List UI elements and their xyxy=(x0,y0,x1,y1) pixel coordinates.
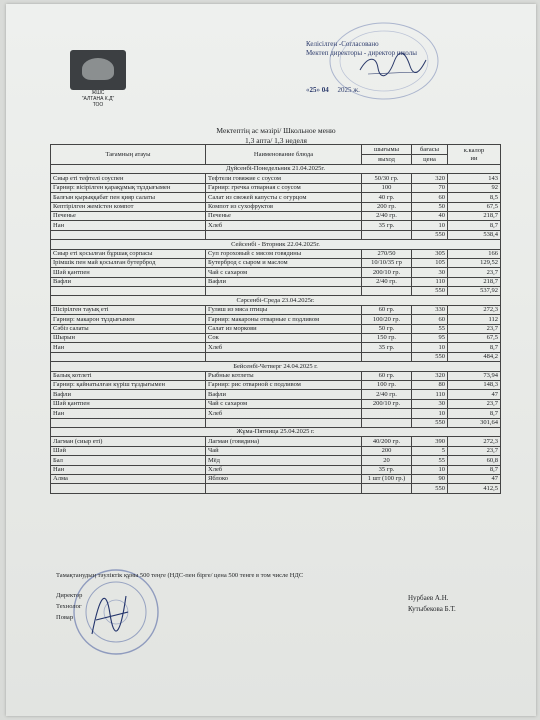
dish-name-ru: Гарнир: рис отварной с подливом xyxy=(206,380,362,389)
dish-name-kz: Нан xyxy=(51,221,206,230)
day-total-row xyxy=(51,230,501,239)
dish-name-kz: Гарнир: вісірілген қарақұмық тұздығымен xyxy=(51,183,206,192)
menu-item-row xyxy=(51,380,501,389)
day-total-price: 550 xyxy=(412,418,448,427)
menu-body xyxy=(51,165,501,494)
dish-name-ru: Гарнир: гречка отварная с соусом xyxy=(206,183,362,192)
day-header-row xyxy=(51,427,501,436)
title-line2: 1,3 апта/ 1,3 неделя xyxy=(245,136,307,145)
role-director: Директор xyxy=(56,592,83,599)
dish-name-ru: Салат из свежей капусты с огурцом xyxy=(206,193,362,202)
dish-name-kz: Балғын қырыққабат пен қияр салаты xyxy=(51,193,206,202)
director-signature xyxy=(358,52,428,80)
dish-output: 40/200 гр. xyxy=(362,437,412,446)
dish-output: 200 гр. xyxy=(362,202,412,211)
dish-kcal: 23,7 xyxy=(448,324,501,333)
dish-name-kz: Шәй қантпен xyxy=(51,268,206,277)
dish-kcal: 67,5 xyxy=(448,202,501,211)
day-title: Сейсенбі - Вторник 22.04.2025г. xyxy=(51,240,501,249)
total-empty-cell xyxy=(362,287,412,296)
menu-item-row xyxy=(51,390,501,399)
dish-kcal: 166 xyxy=(448,249,501,258)
dish-name-ru: Хлеб xyxy=(206,409,362,418)
day-header-row xyxy=(51,362,501,371)
dish-output: 150 гр. xyxy=(362,334,412,343)
menu-item-row xyxy=(51,221,501,230)
dish-kcal: 60,8 xyxy=(448,456,501,465)
dish-output: 50/30 гр. xyxy=(362,174,412,183)
total-empty-cell xyxy=(206,287,362,296)
header-price-kz: бағасы xyxy=(412,145,448,155)
dish-kcal: 67,5 xyxy=(448,334,501,343)
dish-price: 60 xyxy=(412,193,448,202)
header-kcal xyxy=(448,145,501,165)
dish-output: 1 шт (100 гр.) xyxy=(362,474,412,483)
day-total-price: 550 xyxy=(412,287,448,296)
dish-price: 80 xyxy=(412,380,448,389)
day-total-price: 550 xyxy=(412,352,448,361)
dish-name-kz: Кептірілген жемістен компот xyxy=(51,202,206,211)
dish-name-kz: Ірімшік пен май қосылған бутерброд xyxy=(51,258,206,267)
dish-kcal: 148,3 xyxy=(448,380,501,389)
day-total-kcal: 484,2 xyxy=(448,352,501,361)
dish-name-ru: Мёд xyxy=(206,456,362,465)
total-empty-cell xyxy=(362,484,412,493)
header-price-ru: цена xyxy=(412,155,448,165)
dish-price: 105 xyxy=(412,258,448,267)
day-total-kcal: 301,64 xyxy=(448,418,501,427)
menu-item-row xyxy=(51,371,501,380)
dish-kcal: 23,7 xyxy=(448,399,501,408)
header-kcal-line2: ии xyxy=(470,154,478,162)
day-total-kcal: 538,4 xyxy=(448,230,501,239)
name-technologist: Кутыбекова Б.Т. xyxy=(408,605,456,613)
logo-line1: ЖШС xyxy=(91,90,105,96)
total-empty-cell xyxy=(362,230,412,239)
total-empty-cell xyxy=(206,352,362,361)
dish-name-kz: Вафли xyxy=(51,390,206,399)
dish-output: 60 гр. xyxy=(362,371,412,380)
role-technologist: Технолог xyxy=(56,603,82,610)
dish-name-ru: Салат из моркови xyxy=(206,324,362,333)
dish-output: 100 гр. xyxy=(362,380,412,389)
dish-name-ru: Яблоко xyxy=(206,474,362,483)
header-output-ru: выход xyxy=(362,155,412,165)
dish-name-ru: Бутерброд с сыром и маслом xyxy=(206,258,362,267)
total-empty-cell xyxy=(51,287,206,296)
total-empty-cell xyxy=(51,484,206,493)
dish-name-kz: Гарнир: макарон тұздығымен xyxy=(51,315,206,324)
dish-price: 40 xyxy=(412,211,448,220)
date-day: 25 xyxy=(309,86,317,94)
dish-price: 320 xyxy=(412,371,448,380)
dish-output: 40 гр. xyxy=(362,193,412,202)
dish-name-ru: Рыбные котлеты xyxy=(206,371,362,380)
dish-name-kz: Нан xyxy=(51,343,206,352)
dish-price: 10 xyxy=(412,221,448,230)
header-kcal-line1: к.калор xyxy=(463,146,485,154)
dish-price: 95 xyxy=(412,334,448,343)
menu-item-row xyxy=(51,211,501,220)
title-line1: Мектептің ас мәзірі/ Школьное меню xyxy=(216,126,336,135)
dish-output: 10/10/35 гр xyxy=(362,258,412,267)
dish-price: 110 xyxy=(412,277,448,286)
date-year: 2025 ж. xyxy=(337,86,360,94)
total-empty-cell xyxy=(51,418,206,427)
daily-cost-note: Тамақтанудың тәуліктік құны 500 теңге (НДС-пен бірге/ цена 500 тенге в том числе НДС xyxy=(56,572,304,579)
day-title: Дүйсенбі-Понедельник 21.04.2025г. xyxy=(51,165,501,174)
logo-line2: "АЛТАНА К.Д" xyxy=(81,96,115,102)
total-empty-cell xyxy=(206,484,362,493)
dish-kcal: 8,7 xyxy=(448,343,501,352)
menu-item-row xyxy=(51,193,501,202)
dish-price: 110 xyxy=(412,390,448,399)
dish-price: 90 xyxy=(412,474,448,483)
day-total-price: 550 xyxy=(412,484,448,493)
dish-name-ru: Хлеб xyxy=(206,465,362,474)
menu-item-row xyxy=(51,399,501,408)
dish-name-ru: Вафли xyxy=(206,390,362,399)
dish-price: 70 xyxy=(412,183,448,192)
dish-output: 2/40 гр. xyxy=(362,390,412,399)
approval-line2: Мектеп директоры - директор школы xyxy=(306,49,417,57)
dish-kcal: 8,7 xyxy=(448,465,501,474)
menu-item-row xyxy=(51,446,501,455)
dish-name-kz: Шырын xyxy=(51,334,206,343)
dish-output: 100/20 гр. xyxy=(362,315,412,324)
dish-kcal: 143 xyxy=(448,174,501,183)
dish-price: 10 xyxy=(412,409,448,418)
dish-name-ru: Тефтели говяжие с соусом xyxy=(206,174,362,183)
dish-price: 30 xyxy=(412,268,448,277)
total-empty-cell xyxy=(206,418,362,427)
dish-name-ru: Компот из сухофруктов xyxy=(206,202,362,211)
dish-price: 55 xyxy=(412,324,448,333)
dish-price: 390 xyxy=(412,437,448,446)
header-output-kz: шығымы xyxy=(362,145,412,155)
menu-item-row xyxy=(51,456,501,465)
dish-name-kz: Вафли xyxy=(51,277,206,286)
date-prefix: « xyxy=(306,86,310,94)
menu-item-row xyxy=(51,409,501,418)
menu-item-row xyxy=(51,474,501,483)
dish-name-kz: Сиыр еті тефтелі соуспен xyxy=(51,174,206,183)
dish-name-kz: Лагман (сиыр еті) xyxy=(51,437,206,446)
dish-name-kz: Бал xyxy=(51,456,206,465)
menu-item-row xyxy=(51,315,501,324)
dish-price: 10 xyxy=(412,343,448,352)
dish-kcal: 92 xyxy=(448,183,501,192)
dish-output: 2/40 гр. xyxy=(362,277,412,286)
total-empty-cell xyxy=(206,230,362,239)
dish-output: 100 xyxy=(362,183,412,192)
dish-kcal: 112 xyxy=(448,315,501,324)
menu-item-row xyxy=(51,268,501,277)
menu-item-row xyxy=(51,183,501,192)
dish-name-ru: Хлеб xyxy=(206,343,362,352)
menu-item-row xyxy=(51,437,501,446)
dish-kcal: 218,7 xyxy=(448,277,501,286)
day-total-kcal: 412,5 xyxy=(448,484,501,493)
menu-item-row xyxy=(51,334,501,343)
day-total-row xyxy=(51,287,501,296)
dish-output xyxy=(362,409,412,418)
dish-name-kz: Сиыр еті қосылған бұршақ сорпасы xyxy=(51,249,206,258)
dish-kcal: 23,7 xyxy=(448,446,501,455)
dish-kcal: 272,3 xyxy=(448,305,501,314)
dish-price: 320 xyxy=(412,174,448,183)
logo-image xyxy=(70,50,126,90)
menu-item-row xyxy=(51,277,501,286)
dish-output: 20 xyxy=(362,456,412,465)
roles-block xyxy=(56,590,82,623)
dish-output: 60 гр. xyxy=(362,305,412,314)
approval-date xyxy=(306,86,436,95)
logo-line3: ТОО xyxy=(92,102,104,108)
date-month: 04 xyxy=(321,86,329,94)
dish-kcal: 8,5 xyxy=(448,193,501,202)
dish-name-ru: Лагман (говядина) xyxy=(206,437,362,446)
dish-name-ru: Сок xyxy=(206,334,362,343)
menu-title xyxy=(6,126,540,146)
total-empty-cell xyxy=(51,352,206,361)
dish-output: 35 гр. xyxy=(362,465,412,474)
dish-output: 270/50 xyxy=(362,249,412,258)
dish-price: 30 xyxy=(412,399,448,408)
dish-kcal: 8,7 xyxy=(448,221,501,230)
day-title: Жұма-Пятница 25.04.2025 г. xyxy=(51,427,501,436)
dish-output: 200/10 гр. xyxy=(362,268,412,277)
dish-name-ru: Хлеб xyxy=(206,221,362,230)
dish-name-kz: Пісірілген тауық еті xyxy=(51,305,206,314)
dish-output: 2/40 гр. xyxy=(362,211,412,220)
day-title: Бейсенбі-Четверг 24.04.2025 г. xyxy=(51,362,501,371)
dish-kcal: 8,7 xyxy=(448,409,501,418)
header-name-ru: Наименование блюда xyxy=(206,145,362,165)
menu-item-row xyxy=(51,343,501,352)
header-name-kz: Тағамның атауы xyxy=(51,145,206,165)
dish-output: 200/10 гр. xyxy=(362,399,412,408)
dish-name-ru: Суп гороховый с мясом говядины xyxy=(206,249,362,258)
menu-item-row xyxy=(51,202,501,211)
name-director: Нурбаев А.Н. xyxy=(408,594,449,602)
day-header-row xyxy=(51,240,501,249)
dish-name-ru: Чай xyxy=(206,446,362,455)
day-total-row xyxy=(51,484,501,493)
dish-price: 55 xyxy=(412,456,448,465)
dish-name-kz: Печенье xyxy=(51,211,206,220)
dish-output: 35 гр. xyxy=(362,221,412,230)
company-logo xyxy=(62,50,134,110)
dish-kcal: 129,52 xyxy=(448,258,501,267)
dish-output: 200 xyxy=(362,446,412,455)
dish-price: 10 xyxy=(412,465,448,474)
date-mid: » xyxy=(316,86,320,94)
dish-name-kz: Нан xyxy=(51,409,206,418)
dish-output: 35 гр. xyxy=(362,343,412,352)
menu-item-row xyxy=(51,324,501,333)
dish-name-ru: Чай с сахаром xyxy=(206,268,362,277)
day-header-row xyxy=(51,296,501,305)
day-header-row xyxy=(51,165,501,174)
dish-kcal: 23,7 xyxy=(448,268,501,277)
names-block xyxy=(408,593,456,615)
total-empty-cell xyxy=(51,230,206,239)
day-title: Сәрсенбі-Среда 23.04.2025г. xyxy=(51,296,501,305)
dish-name-kz: Гарнир: қайнатылған күріш тұздығымен xyxy=(51,380,206,389)
dish-name-ru: Вафли xyxy=(206,277,362,286)
total-empty-cell xyxy=(362,418,412,427)
dish-price: 50 xyxy=(412,202,448,211)
dish-kcal: 272,3 xyxy=(448,437,501,446)
menu-item-row xyxy=(51,305,501,314)
menu-item-row xyxy=(51,249,501,258)
day-total-kcal: 537,92 xyxy=(448,287,501,296)
day-total-row xyxy=(51,418,501,427)
approval-line1: Келісілген -Согласовано xyxy=(306,40,379,48)
day-total-row xyxy=(51,352,501,361)
role-cook: Повар xyxy=(56,614,74,621)
dish-name-ru: Печенье xyxy=(206,211,362,220)
dish-price: 305 xyxy=(412,249,448,258)
dish-name-ru: Чай с сахаром xyxy=(206,399,362,408)
dish-name-kz: Шәй қантпен xyxy=(51,399,206,408)
dish-name-kz: Нан xyxy=(51,465,206,474)
dish-price: 5 xyxy=(412,446,448,455)
dish-name-kz: Шәй xyxy=(51,446,206,455)
dish-kcal: 73,94 xyxy=(448,371,501,380)
total-empty-cell xyxy=(362,352,412,361)
menu-table xyxy=(50,144,501,494)
dish-name-kz: Балық котлеті xyxy=(51,371,206,380)
dish-kcal: 47 xyxy=(448,474,501,483)
dish-name-ru: Гарнир: макароны отварные с подливом xyxy=(206,315,362,324)
dish-kcal: 47 xyxy=(448,390,501,399)
dish-price: 330 xyxy=(412,305,448,314)
dish-name-kz: Алма xyxy=(51,474,206,483)
dish-kcal: 218,7 xyxy=(448,211,501,220)
staff-signature xyxy=(86,584,134,640)
menu-item-row xyxy=(51,174,501,183)
dish-price: 60 xyxy=(412,315,448,324)
menu-item-row xyxy=(51,258,501,267)
dish-name-kz: Сәбіз салаты xyxy=(51,324,206,333)
day-total-price: 550 xyxy=(412,230,448,239)
menu-item-row xyxy=(51,465,501,474)
dish-name-ru: Гуляш из мяса птицы xyxy=(206,305,362,314)
dish-output: 50 гр. xyxy=(362,324,412,333)
